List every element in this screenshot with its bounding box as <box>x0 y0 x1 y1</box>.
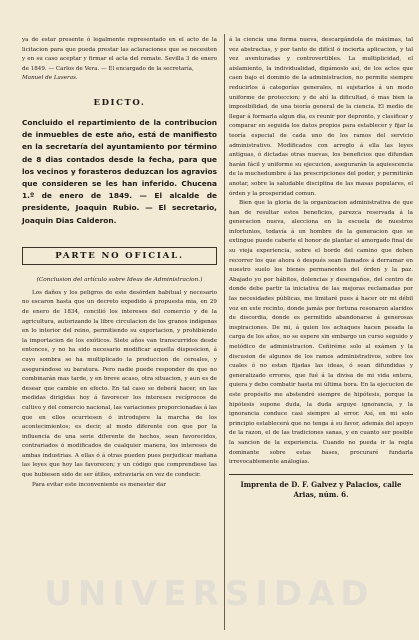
column-divider <box>224 34 225 630</box>
left-column <box>22 36 217 636</box>
article-paragraph: Los daños y los peligros de este desórden habitual y necesario no escaron hasta que un decreto expedido á propuesta mia, en 29 de enero de 1834, concilió los intereses del comercio y de la agricultura, autorizando la libre circulacion de los granos indígenas en lo interior del reino, permitiendo su exportacion, y prohibiendo la importacion de los exóticos. Siete años van transcurridos desde entonces, y no ha sido necesario modificar aquella disposicion, á cuyo sombra se ha multiplicado la produccion de cereales, y asegurándose su baratura. Pero nadie puede responder de que no combinarán mas tarde, y en breve acaso, otra situacion, y aun es de desear que cambie en efecto. En tal caso se deberá hacer, en las medidas dirigidas hoy á favorecer los intereses recíprocos de cultivo y del comercio nacional, las variaciones proporcionadas á las que en ellos ocurriesen ó introdujere la marcha de los acontecimientos; es decir, al modo diferente con que por la influencia de una serie diferente de hechos, sean favorecidos, contrariados ó modificados de cualquier manera, los intereses de ambas industrias. A ellas ó á otras pueden pues perjudicar mañana las leyes que hoy las favorecen; y un código que comprendiese las que hubiesen sido de ser útiles, extraviaría en vez de conducir. <box>22 289 217 479</box>
edicto-body: Concluido el repartimiento de la contribucion de inmuebles de este año, está de manifiesto en la secretaría del ayuntamiento por término de 8 dias contados desde la fecha, para que los vecinos y forasteros deduzcan los agravios que consideren se les han inferido. Chucena 1.º de enero de 1849. — El alcalde de presidente, Joaquin Rubio. — El secretario, Joaquin Dias Calderon. <box>22 117 217 225</box>
intro-paragraph: ya de estar presente ó legalmente representado en el acto de la licitacion para que pueda prestar las aclaraciones que se necesiten y en su caso aceptar y firmar el acta del remate. Sevilla 3 de enero de 1849. — Carlos de Vera. — El encargado de la secretaría, <box>22 37 217 72</box>
intro-signature: Manuel de Laseras. <box>22 75 78 82</box>
section-title: PARTE NO OFICIAL. <box>22 247 217 265</box>
article-paragraph: Para evitar este inconveniente es menester dar <box>32 481 167 488</box>
imprint-line: Imprenta de D. F. Galvez y Palacios, calle Arias, núm. 6. <box>240 479 402 499</box>
right-column <box>229 36 413 636</box>
section-subtitle: (Conclusion del artículo sobre Ideas de Administracion.) <box>36 276 203 283</box>
continuation-paragraph-2: Bien que la gloria de la organizacion administrativa de que han de resultar estos beneficios, parezca reservada á la generacion nueva, alecciona en la escuela de nuestros infortunios, todavía á un hombre de la generacion que se extingue puede caberle el honor de plantar el amorgado final de su vieja experiencia, sobre el borde del camino que deben recorrer los que ahora ó después sean llamados á derramar en nuestro suelo los bienes permanentes del órden y la paz. Abajado yo por hábitos, dolencias y desengaños, del centro de donde debe partir la iniciativa de las mejoras reclamadas por las necesidades públicas, me limitaré pues á hacer oir mi débil voz en este recinto, donde jamás por fortuna resonaron alaridos de discordia, donde es permitido abandonarse á generosas inspiraciones. De mi, á quien los achaques hacen pesada la carga de los años, no se espere sin embargo un curso seguido y metódico de administracion. Ceñiréme solo al exámen y la discusion de algunos de los ramos administrativos, sobre los cuales ó no estan fijadas las ideas, ó sean difundidas y generalizado errores, que fué á la divisa de mi vida entera, quiera y debo combatir hasta mi última hora. En la ejecucion de este propósito me abstendré siempre de hipótesis, porque la hipótesis supone duda, la duda arguye ignorancia, y la ignorancia conduce casi siempre al error. Así, en mi solo principio establecerá que no tenga á su favor, además del apoyo de la razon, el de las tradiciones sanas, y en cuanto ser posible la sancion de la experiencia. Cuando no pueda ir la regla dominante sobre estas bases, procuraré fundarla irrevocablemente análogías. <box>229 200 413 466</box>
edicto-title: EDICTO. <box>93 97 146 108</box>
continuation-paragraph: á la ciencia una forma nueva, descargándola de máximas, tal vez abstractas, y por tanto de difícil ó incierta aplicacion, y tal vez aventuradas y controvertibles. La multiplicidad, el aislamiento, la individualidad, digámoslo así, de los actos que caen bajo el dominio de la administracion, no permite siempre reducirlos á categorías generales, ni sujetarlos á un modo uniforme de proteccion; y de ahí la dificultad, ó mas bien la imposibilidad, de una teoría general de la ciencia. El medio de llegar á formarla algun dia, es reunir por depronto, y clasificar y comparar en seguida los datos propios para establecer y fijar la teoría especial de cada uno de los ramos del servicio administrativo. Modificados con arreglo á ella las leyes antiguas, ó dictadas otras nuevas, los beneficios que difundan harán fácil y uniforme su ejecucion, asegurarán la aquiescencia de la muchedumbre á las prescripciones del poder, y permitirán anotar, sobre la saludable disciplina de las masas populares, el órden y la prosperidad comun. <box>229 37 413 197</box>
watermark: UNIVERSIDAD <box>44 574 375 614</box>
imprint-block <box>229 474 413 500</box>
